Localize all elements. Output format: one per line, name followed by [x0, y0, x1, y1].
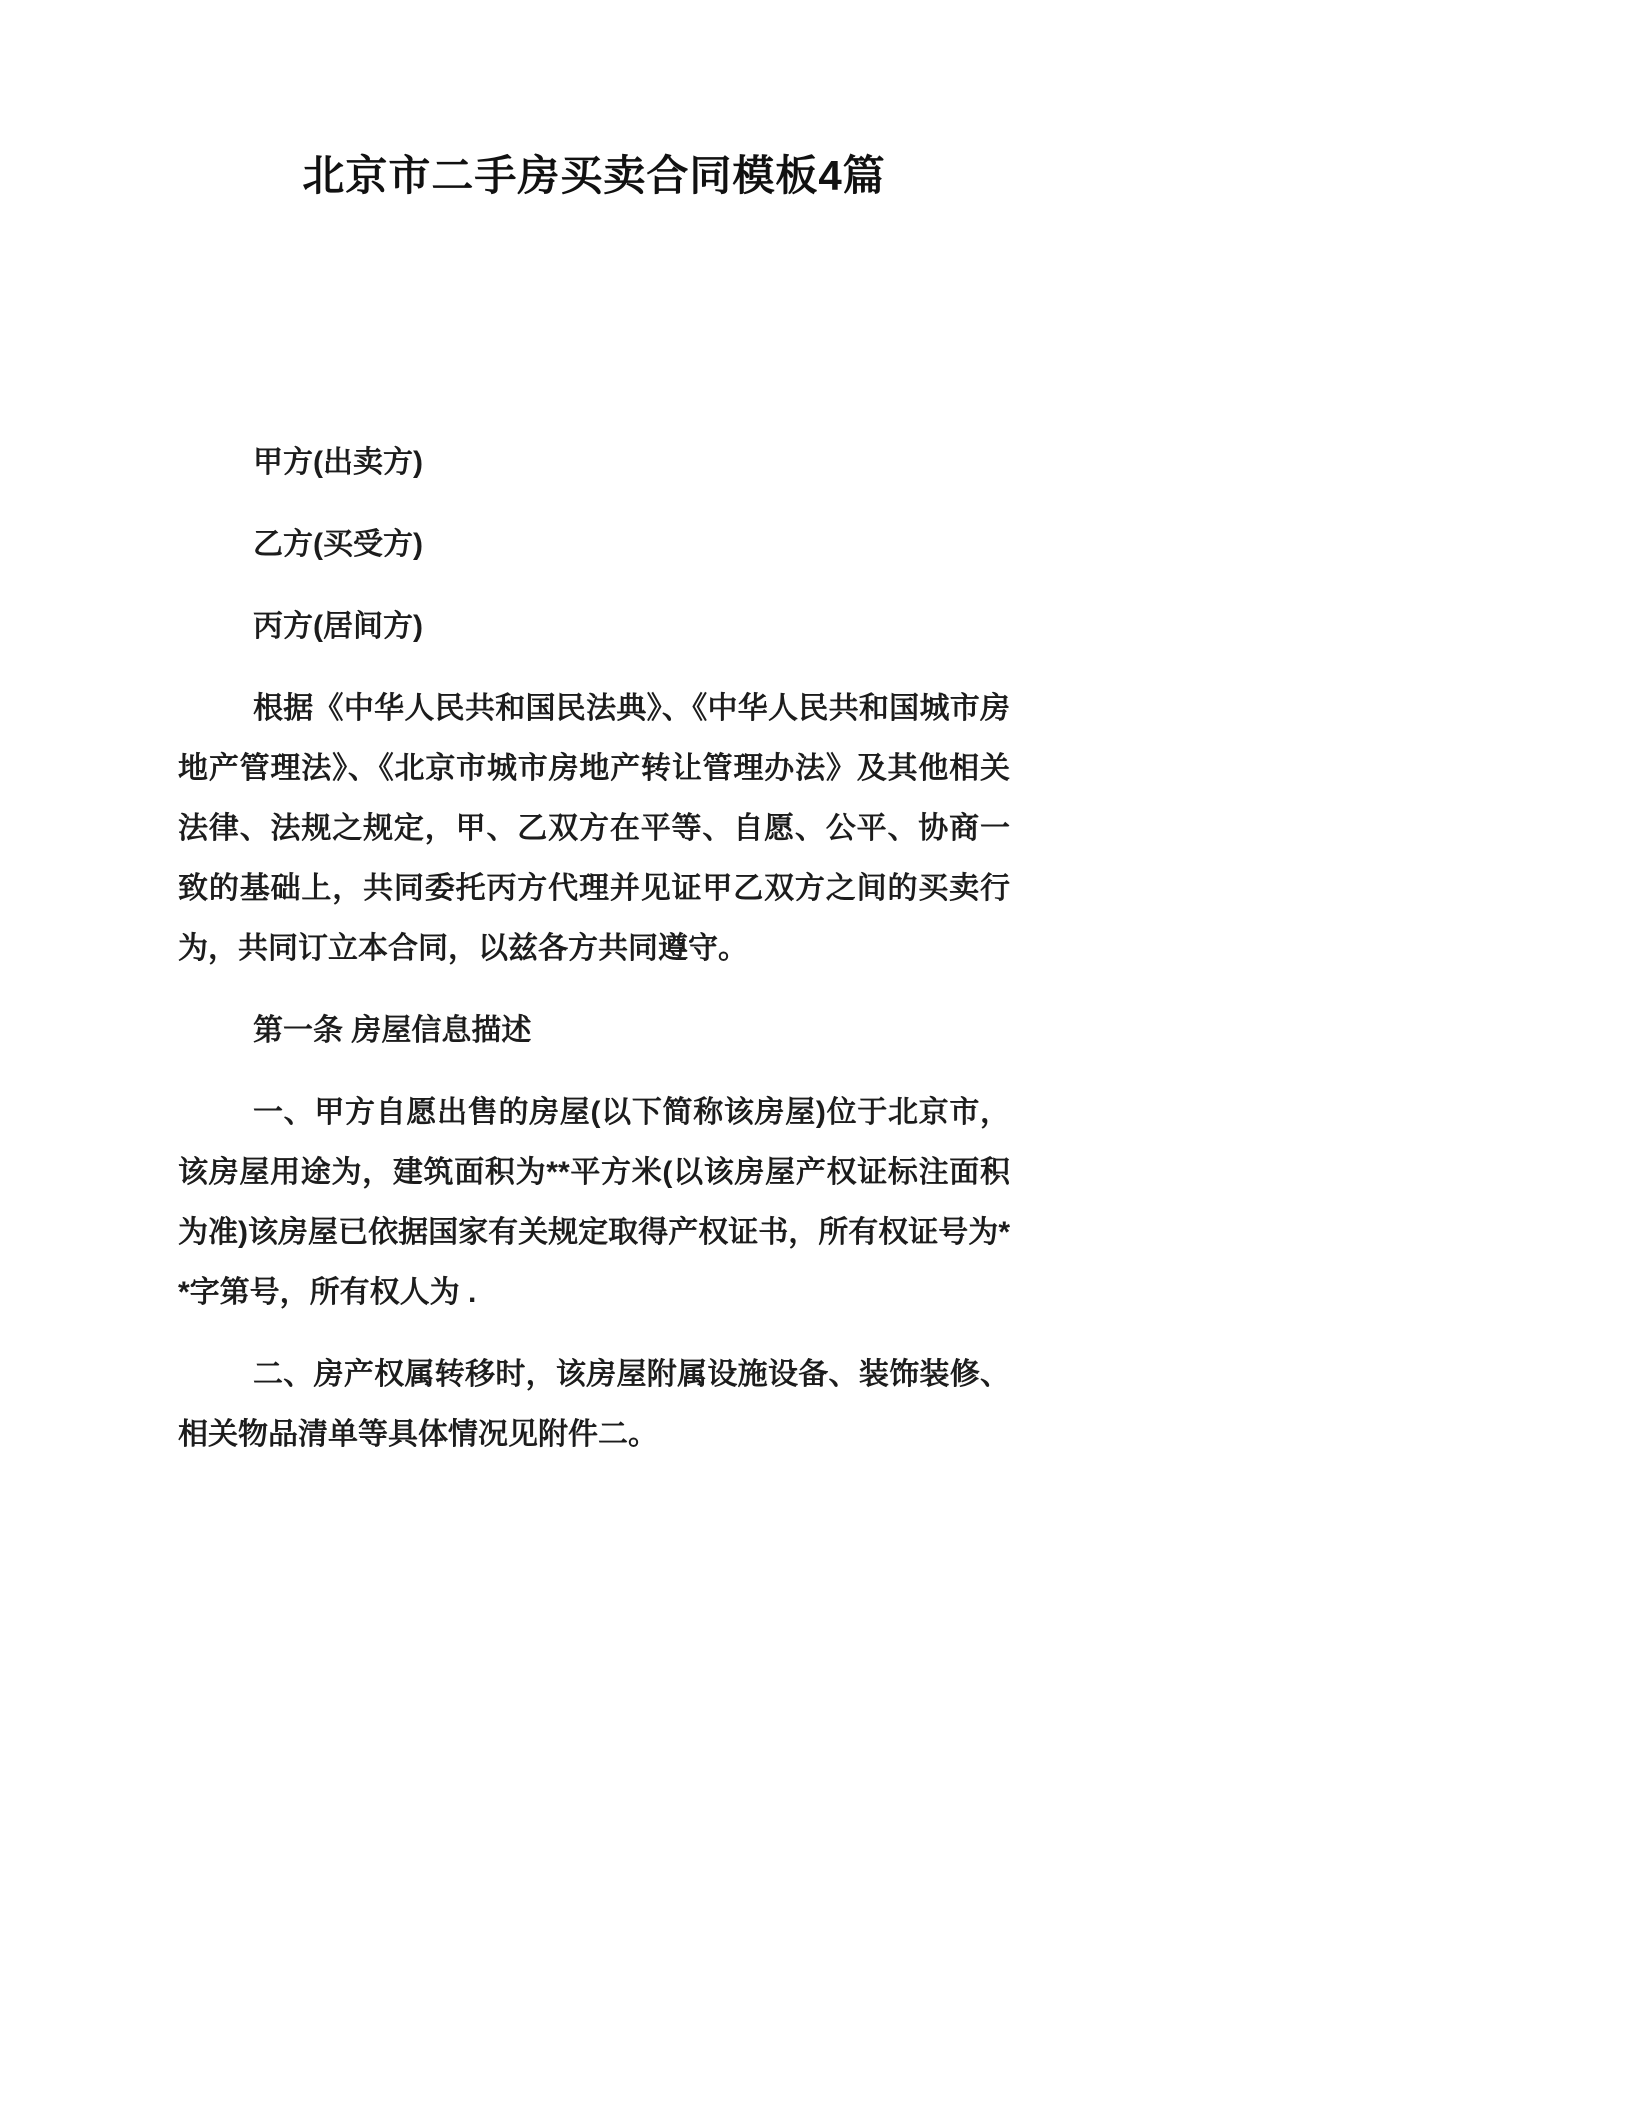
paragraph-article-1-item-2: 二、房产权属转移时，该房屋附属设施设备、装饰装修、相关物品清单等具体情况见附件二。 — [178, 1357, 1010, 1451]
paragraph-party-a: 甲方(出卖方) — [253, 445, 423, 479]
paragraph-party-b: 乙方(买受方) — [253, 527, 423, 561]
document-title: 北京市二手房买卖合同模板4篇 — [302, 152, 886, 199]
paragraph-party-c: 丙方(居间方) — [253, 609, 423, 643]
paragraph-article-1-item-1: 一、甲方自愿出售的房屋(以下简称该房屋)位于北京市，该房屋用途为，建筑面积为**平方米(以该房屋产权证标注面积为准)该房屋已依据国家有关规定取得产权证书，所有权证号为**字第号，所有权人为 . — [178, 1095, 1010, 1309]
paragraph-article-1-heading: 第一条 房屋信息描述 — [253, 1013, 532, 1047]
paragraph-preamble: 根据《中华人民共和国民法典》、《中华人民共和国城市房地产管理法》、《北京市城市房地产转让管理办法》及其他相关法律、法规之规定，甲、乙双方在平等、自愿、公平、协商一致的基础上，共同委托丙方代理并见证甲乙双方之间的买卖行为，共同订立本合同，以兹各方共同遵守。 — [178, 691, 1010, 965]
